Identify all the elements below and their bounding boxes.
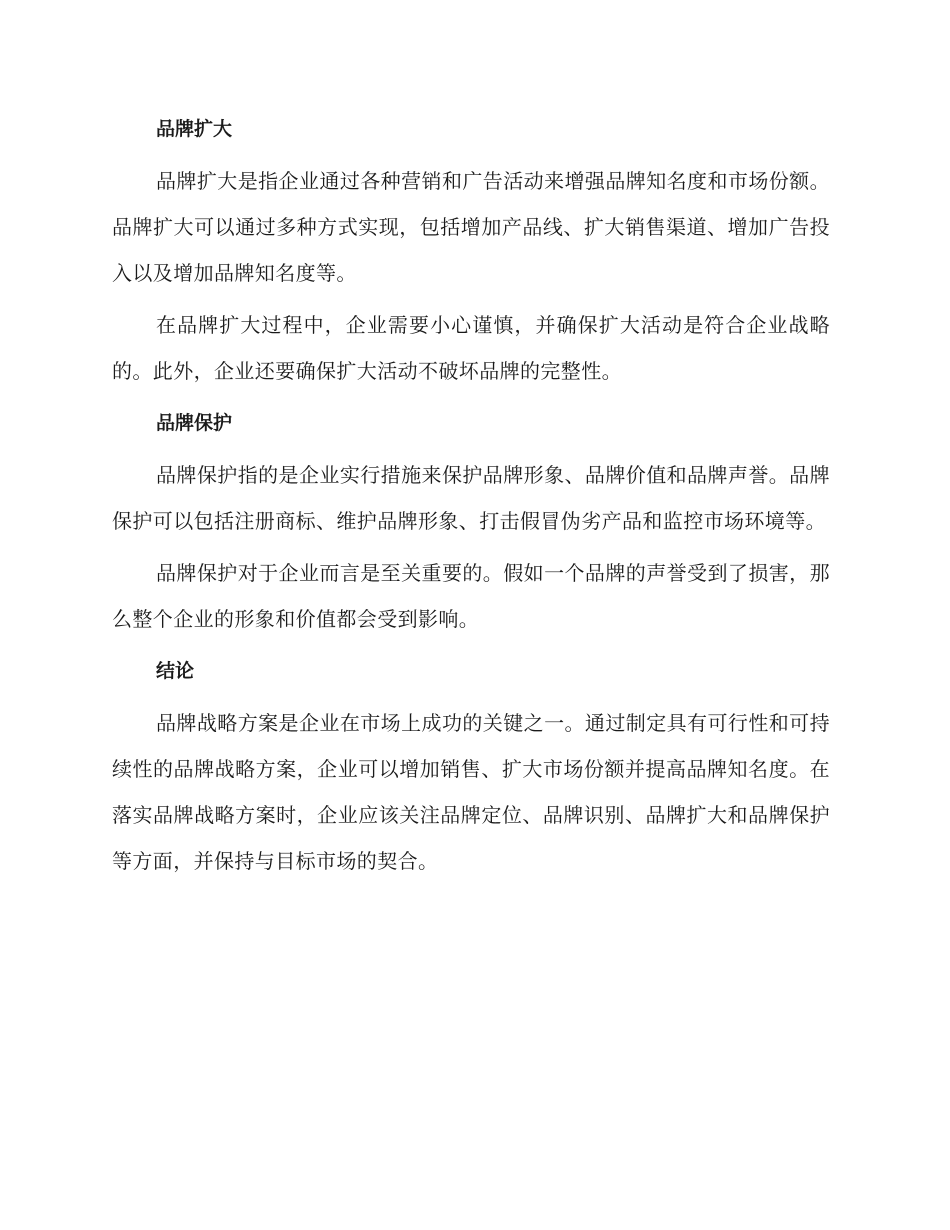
section-heading: 品牌保护 bbox=[156, 412, 233, 434]
paragraph: 品牌保护指的是企业实行措施来保护品牌形象、品牌价值和品牌声誉。品牌保护可以包括注册商标、维护品牌形象、打击假冒伪劣产品和监控市场环境等。 bbox=[112, 463, 830, 533]
section-heading: 品牌扩大 bbox=[156, 118, 233, 140]
section-heading: 结论 bbox=[156, 660, 195, 682]
section-brand-protection bbox=[112, 400, 830, 642]
section-brand-expansion bbox=[112, 106, 830, 394]
section-conclusion bbox=[112, 648, 830, 884]
document-body bbox=[112, 106, 830, 890]
paragraph: 在品牌扩大过程中，企业需要小心谨慎，并确保扩大活动是符合企业战略的。此外，企业还要确保扩大活动不破坏品牌的完整性。 bbox=[112, 313, 830, 383]
paragraph: 品牌战略方案是企业在市场上成功的关键之一。通过制定具有可行性和可持续性的品牌战略方案，企业可以增加销售、扩大市场份额并提高品牌知名度。在落实品牌战略方案时，企业应该关注品牌定位、品牌识别、品牌扩大和品牌保护等方面，并保持与目标市场的契合。 bbox=[112, 711, 830, 873]
paragraph: 品牌扩大是指企业通过各种营销和广告活动来增强品牌知名度和市场份额。品牌扩大可以通过多种方式实现，包括增加产品线、扩大销售渠道、增加广告投入以及增加品牌知名度等。 bbox=[112, 169, 830, 285]
paragraph: 品牌保护对于企业而言是至关重要的。假如一个品牌的声誉受到了损害，那么整个企业的形象和价值都会受到影响。 bbox=[112, 561, 830, 631]
